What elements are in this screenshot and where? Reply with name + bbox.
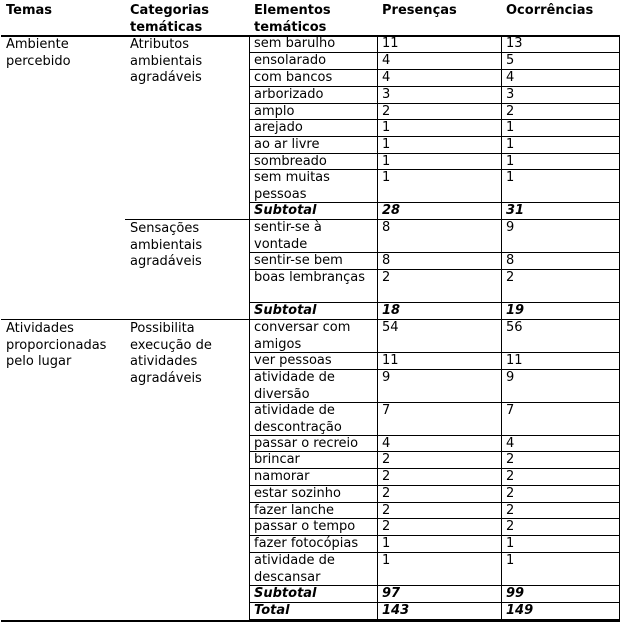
presencas-cell: 11 — [382, 36, 399, 51]
ocorrencias-cell: 3 — [506, 87, 515, 102]
presencas-cell: 1 — [382, 536, 391, 551]
presencas-cell: 3 — [382, 87, 391, 102]
header-temas: Temas — [6, 3, 53, 18]
presencas-cell: 4 — [382, 70, 391, 85]
ocorrencias-cell: 1 — [506, 553, 515, 568]
element-cell: arejado — [254, 120, 303, 135]
element-cell: sentir-se bem — [254, 253, 343, 268]
ocorrencias-cell: 31 — [506, 203, 525, 218]
ocorrencias-cell: 2 — [506, 503, 515, 518]
element-cell: namorar — [254, 469, 310, 484]
element-cell: sem muitas pessoas — [254, 170, 330, 202]
element-cell: atividade de diversão — [254, 370, 335, 402]
element-cell: ao ar livre — [254, 137, 320, 152]
element-cell: Subtotal — [254, 586, 317, 601]
theme-cell: Ambiente percebido — [6, 37, 71, 69]
presencas-cell: 4 — [382, 436, 391, 451]
presencas-cell: 2 — [382, 452, 391, 467]
presencas-cell: 8 — [382, 220, 391, 235]
column-rule — [501, 36, 502, 620]
ocorrencias-cell: 19 — [506, 303, 525, 318]
ocorrencias-cell: 149 — [506, 603, 534, 618]
ocorrencias-cell: 99 — [506, 586, 525, 601]
presencas-cell: 97 — [382, 586, 401, 601]
header-elementos: Elementos temáticos — [254, 3, 331, 35]
presencas-cell: 8 — [382, 253, 391, 268]
column-rule — [249, 36, 250, 620]
theme-rule — [1, 319, 620, 320]
element-cell: arborizado — [254, 87, 324, 102]
ocorrencias-cell: 1 — [506, 120, 515, 135]
ocorrencias-cell: 1 — [506, 536, 515, 551]
category-rule — [125, 219, 249, 220]
element-cell: passar o tempo — [254, 519, 356, 534]
ocorrencias-cell: 2 — [506, 452, 515, 467]
category-cell: Possibilita execução de atividades agradáveis — [130, 321, 212, 386]
ocorrencias-cell: 8 — [506, 253, 515, 268]
presencas-cell: 18 — [382, 303, 401, 318]
element-cell: atividade de descansar — [254, 553, 335, 585]
presencas-cell: 1 — [382, 120, 391, 135]
column-rule — [619, 36, 620, 620]
presencas-cell: 28 — [382, 203, 401, 218]
column-rule — [377, 36, 378, 620]
presencas-cell: 1 — [382, 137, 391, 152]
theme-cell: Atividades proporcionadas pelo lugar — [6, 321, 107, 369]
element-cell: amplo — [254, 104, 295, 119]
presencas-cell: 2 — [382, 486, 391, 501]
element-cell: sentir-se à vontade — [254, 220, 322, 252]
ocorrencias-cell: 9 — [506, 220, 515, 235]
ocorrencias-cell: 4 — [506, 70, 515, 85]
ocorrencias-cell: 2 — [506, 104, 515, 119]
header-ocorrencias: Ocorrências — [506, 3, 594, 18]
category-cell: Sensações ambientais agradáveis — [130, 221, 203, 269]
element-cell: fazer lanche — [254, 503, 335, 518]
ocorrencias-cell: 4 — [506, 436, 515, 451]
element-cell: passar o recreio — [254, 436, 359, 451]
element-cell: com bancos — [254, 70, 333, 85]
header-categorias: Categorias temáticas — [130, 3, 209, 35]
presencas-cell: 2 — [382, 104, 391, 119]
element-cell: ensolarado — [254, 53, 327, 68]
element-cell: sombreado — [254, 154, 327, 169]
ocorrencias-cell: 1 — [506, 137, 515, 152]
presencas-cell: 2 — [382, 270, 391, 285]
element-cell: boas lembranças — [254, 270, 366, 285]
presencas-cell: 7 — [382, 403, 391, 418]
ocorrencias-cell: 5 — [506, 53, 515, 68]
ocorrencias-cell: 1 — [506, 170, 515, 185]
ocorrencias-cell: 11 — [506, 353, 523, 368]
ocorrencias-cell: 2 — [506, 486, 515, 501]
ocorrencias-cell: 1 — [506, 154, 515, 169]
category-cell: Atributos ambientais agradáveis — [130, 37, 203, 85]
header-presencas: Presenças — [382, 3, 457, 18]
element-cell: brincar — [254, 452, 300, 467]
ocorrencias-cell: 9 — [506, 370, 515, 385]
element-cell: Subtotal — [254, 303, 317, 318]
element-cell: estar sozinho — [254, 486, 341, 501]
element-cell: fazer fotocópias — [254, 536, 359, 551]
ocorrencias-cell: 2 — [506, 270, 515, 285]
presencas-cell: 54 — [382, 320, 399, 335]
ocorrencias-cell: 56 — [506, 320, 523, 335]
presencas-cell: 11 — [382, 353, 399, 368]
element-cell: ver pessoas — [254, 353, 332, 368]
presencas-cell: 9 — [382, 370, 391, 385]
presencas-cell: 143 — [382, 603, 410, 618]
presencas-cell: 1 — [382, 170, 391, 185]
ocorrencias-cell: 2 — [506, 469, 515, 484]
ocorrencias-cell: 7 — [506, 403, 515, 418]
presencas-cell: 2 — [382, 519, 391, 534]
element-cell: conversar com amigos — [254, 320, 351, 352]
presencas-cell: 1 — [382, 553, 391, 568]
presencas-cell: 4 — [382, 53, 391, 68]
presencas-cell: 1 — [382, 154, 391, 169]
presencas-cell: 2 — [382, 503, 391, 518]
element-cell: Subtotal — [254, 203, 317, 218]
element-cell: sem barulho — [254, 36, 336, 51]
ocorrencias-cell: 2 — [506, 519, 515, 534]
element-cell: atividade de descontração — [254, 403, 342, 435]
bottom-rule — [1, 620, 620, 622]
presencas-cell: 2 — [382, 469, 391, 484]
element-cell: Total — [254, 603, 290, 618]
ocorrencias-cell: 13 — [506, 36, 523, 51]
